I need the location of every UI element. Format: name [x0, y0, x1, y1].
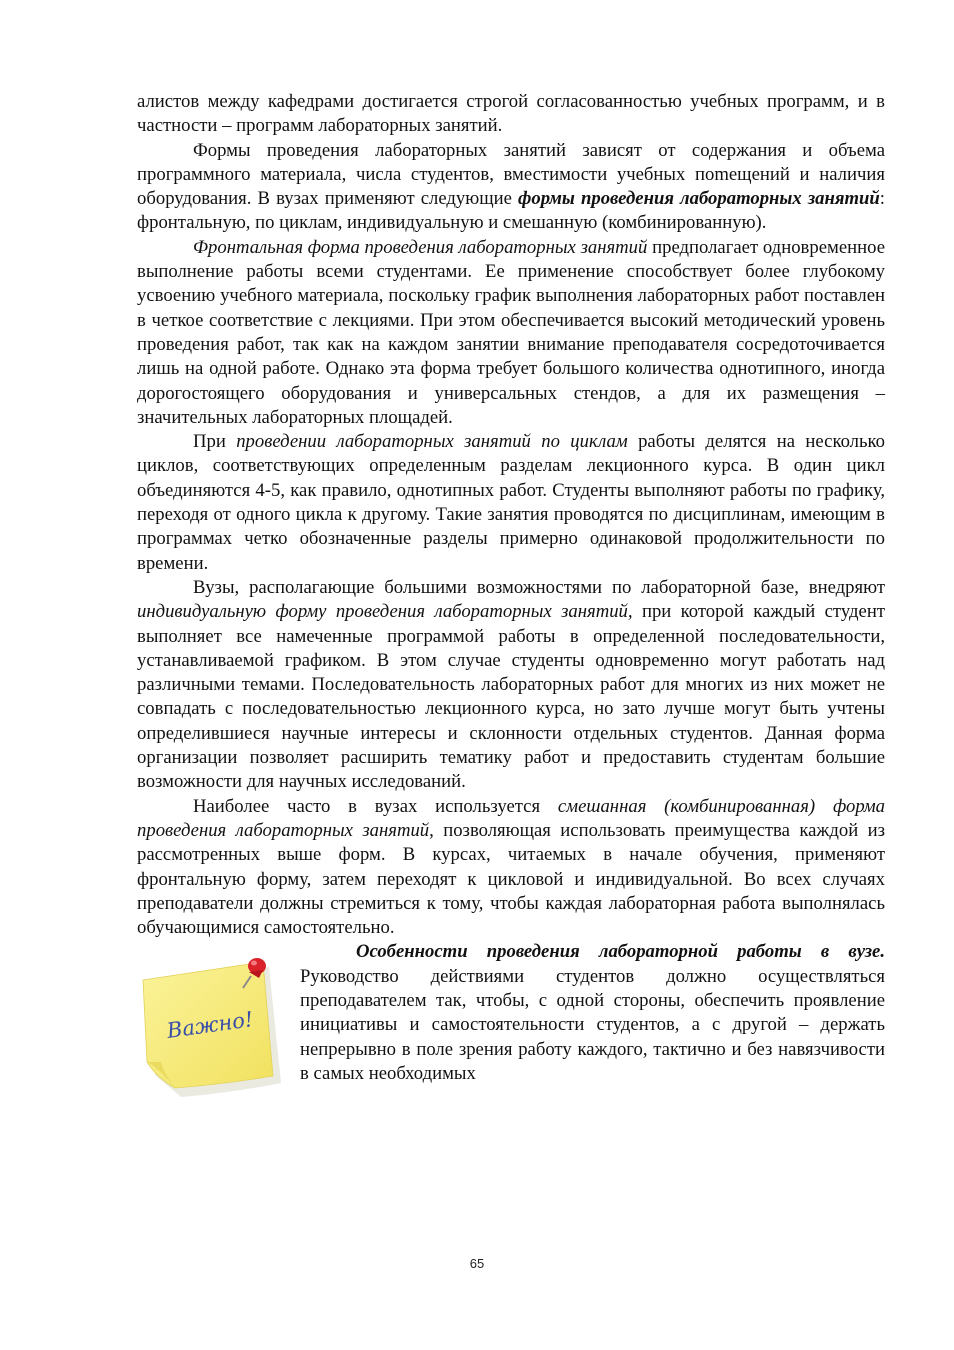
italic-term: проведении лабораторных занятий по циклам — [236, 431, 628, 453]
sticky-note-icon — [137, 950, 287, 1100]
text-run: Вузы, располагающие большими возможностями по лабораторной базе, внедряют — [193, 576, 885, 598]
paragraph-individual — [137, 576, 885, 795]
text-run: работы делятся на несколько циклов, соответствующих определенным разделам лекционного курса. В один цикл объединяются 4-5, как правило, однотипных работ. Студенты выполняют работы по графику, переходя от одного цикла к другому. Такие занятия проводятся по дисциплинам, имеющим в программах четко обозначенные разделы примерно одинаковой продолжительности по времени. — [137, 431, 886, 574]
text-run: При — [193, 431, 237, 453]
features-text — [300, 940, 885, 1086]
text-run: при которой каждый студент выполняет все намеченные программой работы в определенной последовательности, устанавливаемой графиком. В этом случае студенты одновременно могут работать над различными темами. Последовательность лабораторных работ для многих из них может не совпадать с последовательностью лекционного курса, но зато лучше могут быть учтены определившиеся научные интересы и склонности отдельных студентов. Данная форма организации позволяет расширить тематику работ и предоставить студентам большие возможности для научных исследований. — [137, 601, 885, 793]
emphasis-heading: Особенности проведения лабораторной работы в вузе. — [356, 941, 885, 963]
sticky-note-label: Важно! — [165, 1007, 255, 1044]
text-run: : фронтальную, по циклам, индивидуальную и смешанную (комбинированную). — [137, 188, 885, 234]
italic-term: смешанная (комбинированная) форма проведения лабораторных занятий, — [137, 795, 886, 841]
italic-term: Фронтальная форма проведения лабораторных занятий — [193, 236, 648, 258]
text-run: Руководство действиями студентов должно осуществляться преподавателем так, чтобы, с одной стороны, обеспечить проявление инициативы и самостоятельности студентов, а с другой – держать непрерывно в поле зрения работу каждого, тактично и без навязчивости в самых необходимых — [300, 965, 885, 1084]
paragraph-cycles — [137, 430, 885, 576]
italic-term: индивидуальную форму проведения лабораторных занятий, — [137, 601, 633, 623]
text-run: Формы проведения лабораторных занятий зависят от содержания и объема программного материала, числа студентов, вместимости учебных поmещений и наличия оборудования. В вузах применяют следующие — [137, 139, 885, 210]
text-run: Наиболее часто в вузах используется — [193, 795, 558, 817]
paragraph-forms — [137, 139, 885, 236]
text-run: позволяющая использовать преимущества каждой из рассмотренных выше форм. В курсах, читаемых в начале обучения, применяют фронтальную форму, затем переходят к цикловой и индивидуальной. Во всех случаях преподаватели должны стремиться к тому, чтобы каждая лабораторная работа выполнялась обучающимися самостоятельно. — [137, 819, 885, 939]
text-run: предполагает одновременное выполнение работы всеми студентами. Ее применение способствует более глубокому усвоению учебного материала, поскольку график выполнения лабораторных работ поставлен в четкое соответствие с лекциями. При этом обеспечивается высокий методический уровень проведения работ, так как на каждом занятии внимание преподавателя сосредоточивается лишь на одной работе. Однако эта форма требует большого количества однотипного, иногда дорогостоящего оборудования и универсальных стендов, а для их размещения – значительных лабораторных площадей. — [137, 236, 885, 428]
paragraph-features — [300, 940, 885, 1086]
body-text — [137, 90, 885, 1110]
paragraph-frontal — [137, 236, 885, 430]
page-number: 65 — [469, 1256, 485, 1271]
paragraph-continuation: алистов между кафедрами достигается строгой согласованностью учебных программ, и в частности – программ лабораторных занятий. — [137, 91, 885, 137]
emphasis-term: формы проведения лабораторных занятий — [517, 188, 880, 210]
important-note-section — [137, 940, 885, 1110]
paragraph-mixed — [137, 795, 885, 941]
